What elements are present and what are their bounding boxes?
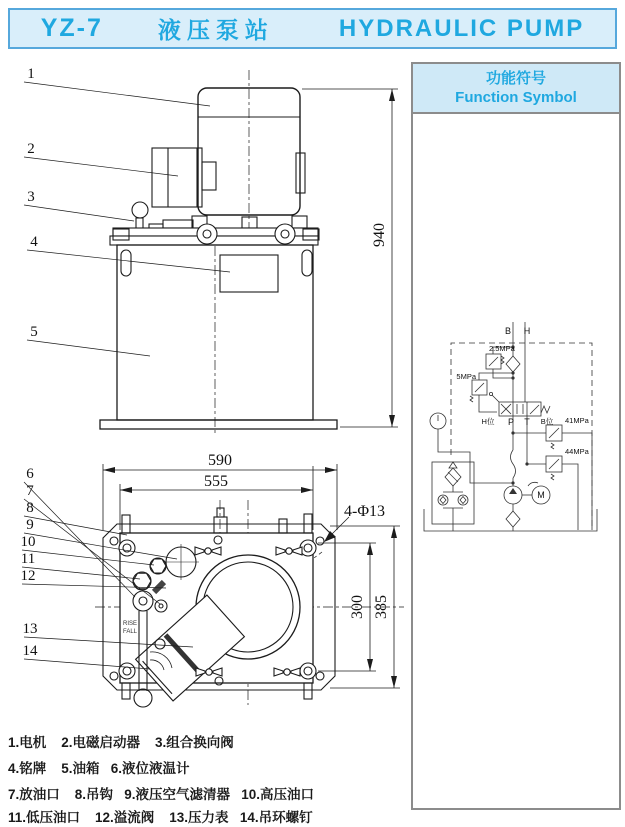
callout-9: 9 bbox=[26, 517, 34, 533]
starter-box bbox=[152, 148, 202, 207]
valve-pos-b-label: B位 bbox=[540, 417, 554, 426]
callout-5: 5 bbox=[30, 324, 38, 340]
callout-8: 8 bbox=[26, 500, 34, 516]
panel-header bbox=[413, 64, 619, 114]
relief-2.5mpa-label: 2.5MPa bbox=[489, 344, 515, 353]
gauge-fall: FALL bbox=[123, 629, 138, 635]
dim-385-text: 385 bbox=[373, 595, 390, 619]
holes-note: 4-Φ13 bbox=[344, 503, 386, 520]
callout-6: 6 bbox=[26, 466, 34, 482]
side-view bbox=[24, 66, 398, 433]
hook-left bbox=[121, 250, 131, 276]
legend-line-2: 4.铭牌 5.油箱 6.液位液温计 bbox=[8, 761, 190, 776]
legend-line-4: 11.低压油口 12.溢流阀 13.压力表 14.吊环螺钉 bbox=[8, 810, 313, 825]
relief-5mpa-label: 5MPa bbox=[456, 372, 476, 381]
callout-10: 10 bbox=[20, 534, 36, 550]
callout-1: 1 bbox=[27, 66, 35, 82]
valve-port-t-label: T bbox=[524, 417, 530, 427]
legend-line-1: 1.电机 2.电磁启动器 3.组合换向阀 bbox=[8, 735, 234, 750]
product-name-cn: 液压泵站 bbox=[157, 17, 274, 43]
panel-header-en: Function Symbol bbox=[455, 89, 577, 106]
top-view bbox=[21, 452, 405, 707]
motor-m-label: M bbox=[537, 490, 545, 500]
dim-940-text: 940 bbox=[371, 223, 388, 247]
base-plate bbox=[100, 420, 337, 429]
valve-pos-h-label: H位 bbox=[481, 417, 495, 426]
port-h-label: H bbox=[523, 326, 531, 336]
panel-header-cn: 功能符号 bbox=[485, 70, 546, 87]
callout-3: 3 bbox=[27, 189, 35, 205]
dim-590-text: 590 bbox=[208, 452, 232, 469]
callout-7: 7 bbox=[26, 483, 34, 499]
dim-300-text: 300 bbox=[349, 595, 366, 619]
title-bar bbox=[8, 8, 617, 49]
model-code: YZ-7 bbox=[40, 14, 103, 42]
breather bbox=[214, 517, 227, 533]
nameplate bbox=[220, 255, 278, 292]
dim-555-text: 555 bbox=[204, 473, 228, 490]
legend-line-3: 7.放油口 8.吊钩 9.液压空气滤清器 10.高压油口 bbox=[8, 787, 315, 802]
gauge-rise: RISE bbox=[123, 621, 138, 627]
relief-41mpa-label: 41MPa bbox=[565, 416, 589, 425]
port-b-label: B bbox=[504, 326, 512, 336]
relief-44mpa-label: 44MPa bbox=[565, 447, 589, 456]
callout-11: 11 bbox=[20, 551, 36, 567]
valve-port-p-label: P bbox=[507, 417, 515, 427]
callout-13: 13 bbox=[22, 621, 38, 637]
callout-4: 4 bbox=[30, 234, 38, 250]
function-symbol-panel bbox=[411, 62, 621, 810]
dim-940 bbox=[302, 89, 398, 427]
callout-12: 12 bbox=[20, 568, 36, 584]
product-name-en: HYDRAULIC PUMP bbox=[338, 14, 585, 42]
hook-right bbox=[302, 250, 312, 276]
callout-2: 2 bbox=[27, 141, 35, 157]
callout-14: 14 bbox=[22, 643, 38, 659]
